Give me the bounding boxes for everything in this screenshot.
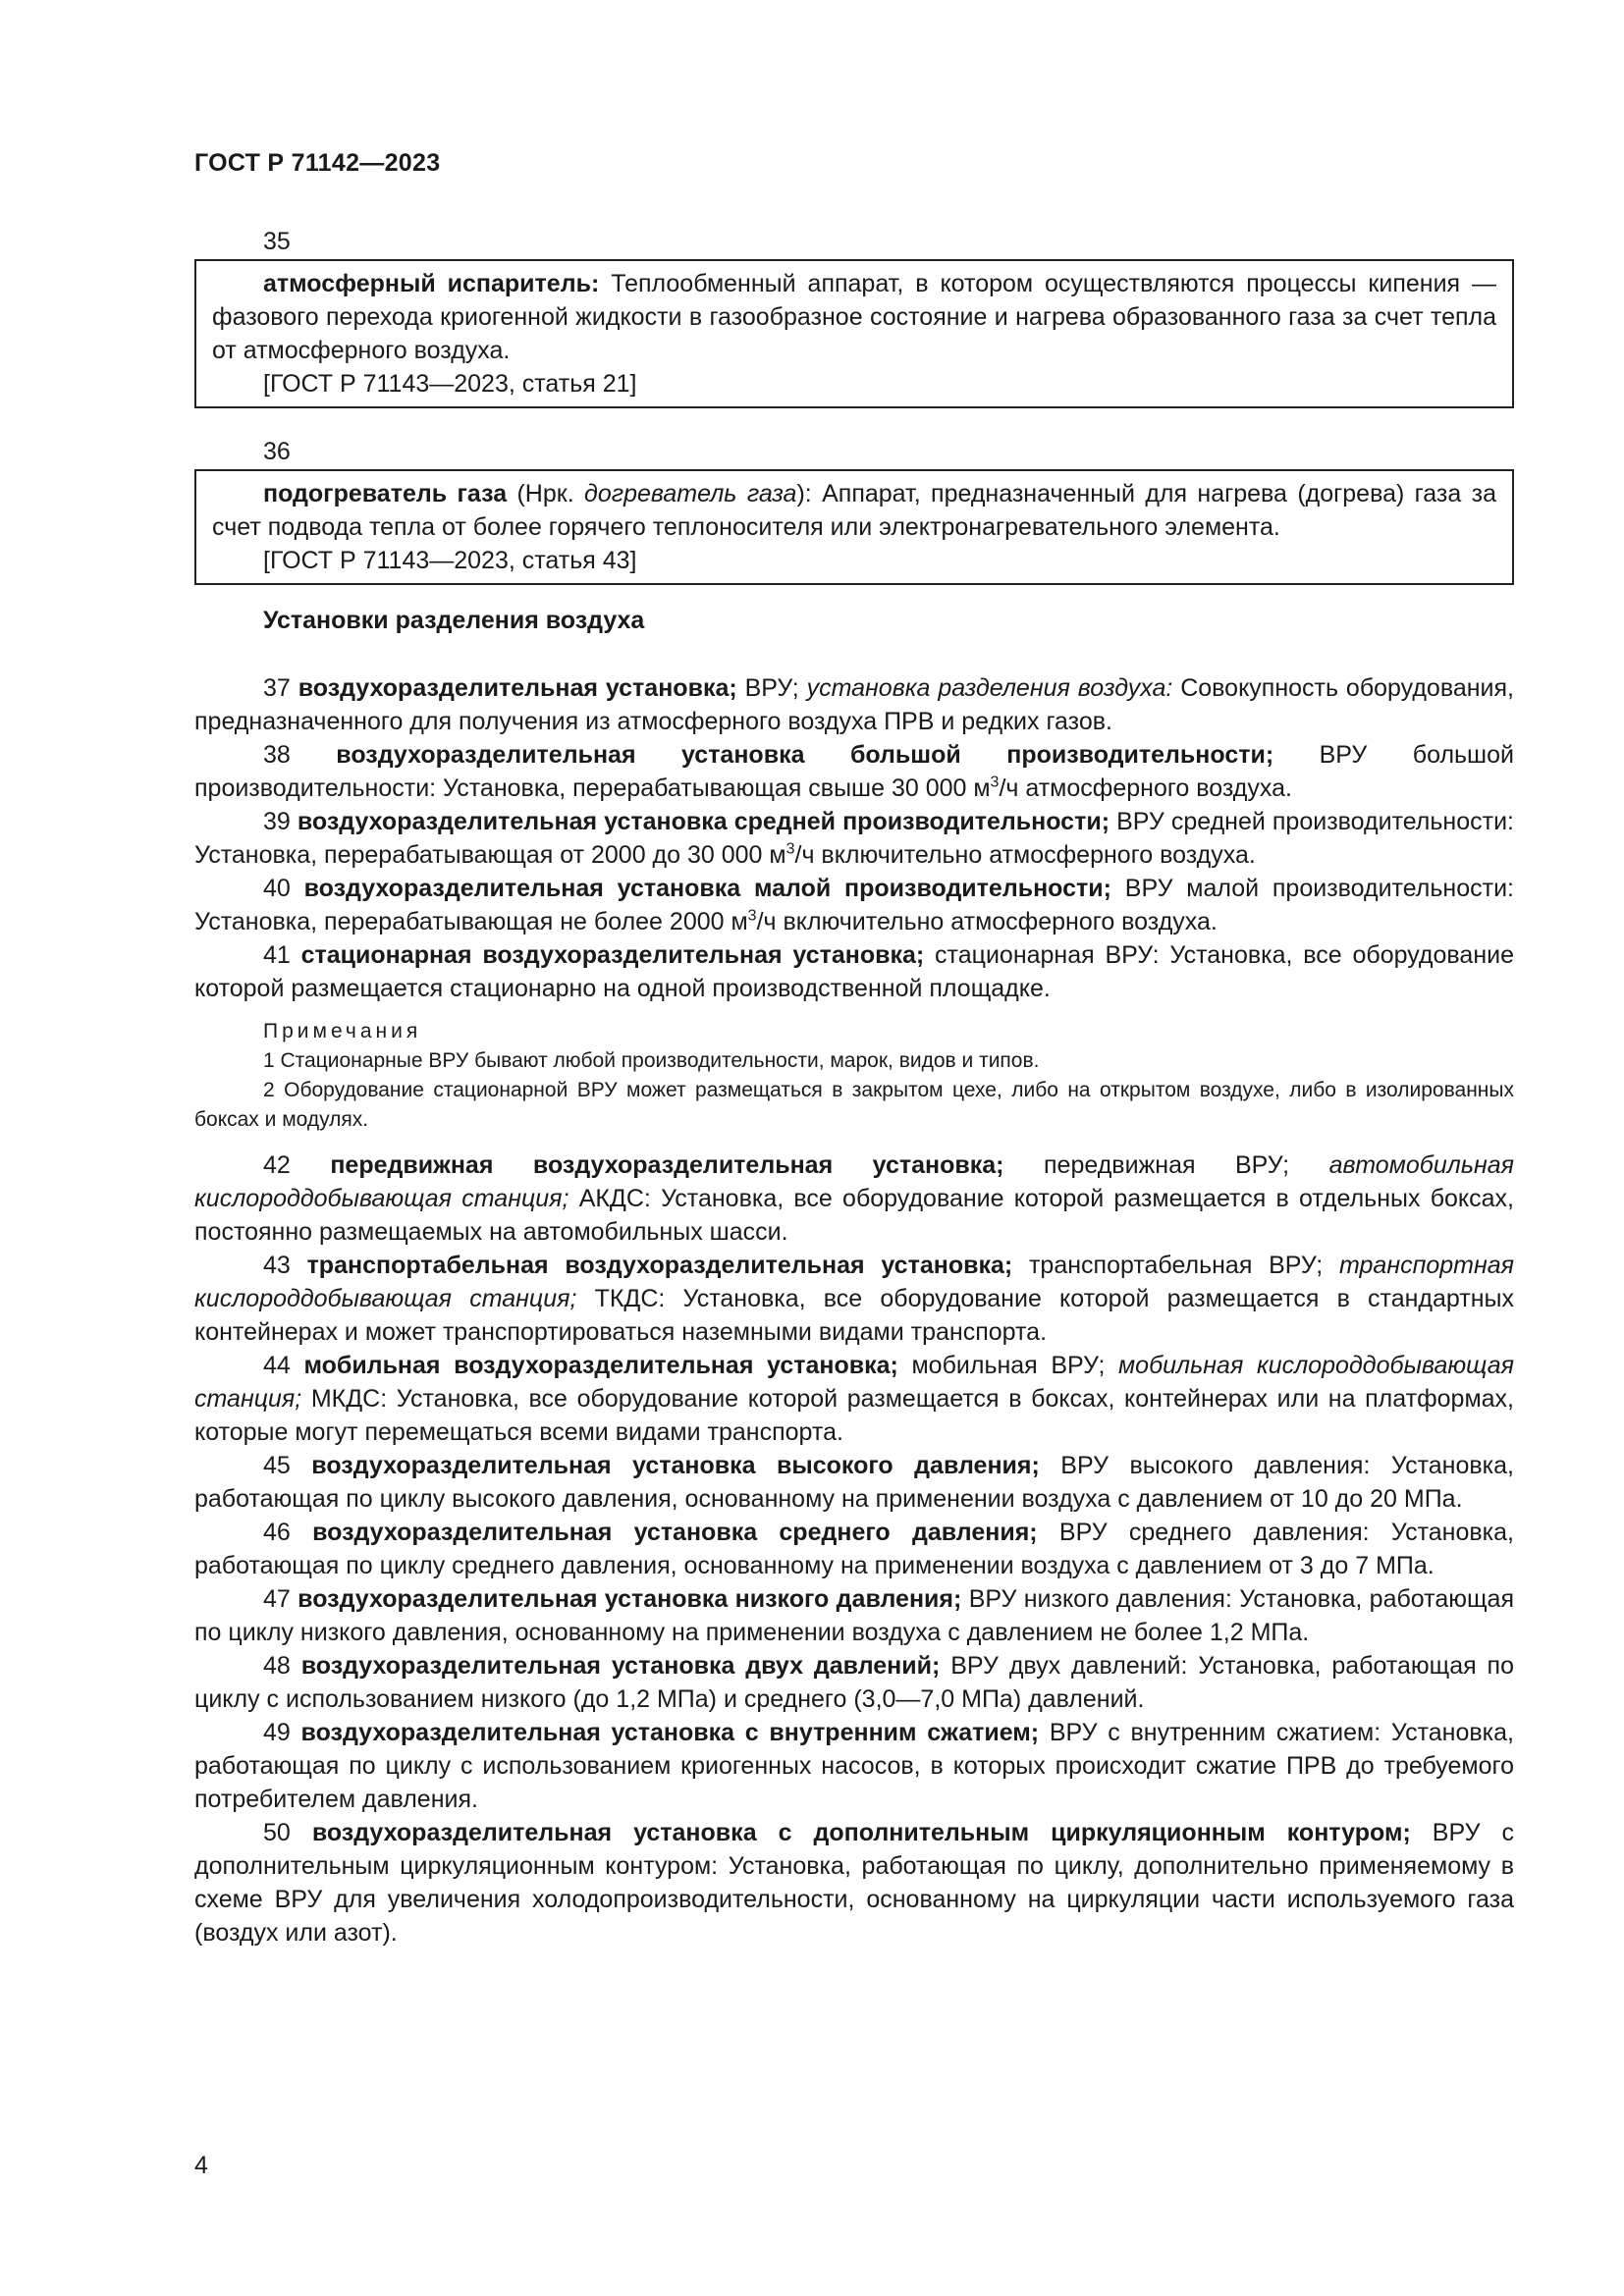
term-title: атмосферный испаритель: — [263, 270, 600, 297]
term-title: транспортабельная воздухоразделительная установка; — [306, 1252, 1013, 1279]
definition-text: ВРУ большой производительности: Установка, перерабатывающая свыше 30 000 м — [194, 741, 1514, 802]
term-title: подогреватель газа — [263, 480, 508, 507]
term-box-35 — [194, 259, 1514, 408]
term-43 — [194, 1249, 1514, 1349]
term-synonym: мобильная кислороддобывающая станция; — [194, 1352, 1514, 1413]
term-title: передвижная воздухоразделительная установка; — [330, 1151, 1004, 1179]
term-number: 37 — [263, 674, 298, 702]
definition-text: ВРУ с внутренним сжатием: Установка, работающая по циклу с использованием криогенных насосов, в которых происходит сжатие ПРВ до требуемого потребителем давления. — [194, 1719, 1514, 1813]
term-title: воздухоразделительная установка среднего давления; — [312, 1519, 1038, 1546]
definition-text: ВРУ низкого давления: Установка, работающая по циклу низкого давления, основанному на применении воздуха с давлением не более 1,2 МПа. — [194, 1585, 1514, 1646]
term-title: воздухоразделительная установка с дополнительным циркуляционным контуром; — [311, 1819, 1411, 1846]
notes-block — [194, 1017, 1514, 1135]
term-title: воздухоразделительная установка с внутренним сжатием; — [300, 1719, 1040, 1746]
term-46 — [194, 1516, 1514, 1582]
term-number-35: 35 — [263, 228, 291, 255]
definition-text: Совокупность оборудования, предназначенного для получения из атмосферного воздуха ПРВ и редких газов. — [194, 674, 1514, 735]
term-number: 43 — [263, 1252, 307, 1279]
term-title: воздухоразделительная установка; — [298, 674, 737, 702]
term-title: стационарная воздухоразделительная установка; — [300, 941, 925, 969]
term-45 — [194, 1449, 1514, 1516]
superscript: 3 — [990, 774, 1000, 791]
term-number: 40 — [263, 875, 304, 902]
definition-text: МКДС: Установка, все оборудование которой размещается в боксах, контейнерах или на платформах, которые могут перемещаться всеми видами транспорта. — [194, 1385, 1514, 1446]
note-2: 2 Оборудование стационарной ВРУ может размещаться в закрытом цехе, либо на открытом воздухе, либо в изолированных боксах и модулях. — [194, 1079, 1514, 1131]
term-38 — [194, 738, 1514, 805]
term-title: воздухоразделительная установка высокого давления; — [311, 1452, 1040, 1479]
term-49 — [194, 1716, 1514, 1816]
term-40 — [194, 872, 1514, 938]
term-number: 44 — [263, 1352, 304, 1379]
term-abbr: передвижная ВРУ; — [1003, 1151, 1329, 1179]
term-title: воздухоразделительная установка средней производительности; — [297, 808, 1110, 835]
document-header: ГОСТ Р 71142—2023 — [194, 149, 441, 177]
section-title: Установки разделения воздуха — [263, 607, 645, 634]
term-number: 46 — [263, 1519, 313, 1546]
definition-text: ВРУ малой производительности: Установка, перерабатывающая не более 2000 м — [194, 875, 1514, 935]
term-number: 45 — [263, 1452, 312, 1479]
term-definition-35 — [212, 267, 1496, 367]
notes-title: Примечания — [263, 1020, 422, 1042]
term-number: 49 — [263, 1719, 301, 1746]
term-41 — [194, 938, 1514, 1005]
term-number: 48 — [263, 1652, 301, 1680]
term-synonym: автомобильная кислороддобывающая станция; — [194, 1151, 1514, 1212]
term-number: 47 — [263, 1585, 298, 1613]
superscript: 3 — [747, 907, 757, 925]
term-title: воздухоразделительная установка двух давлений; — [300, 1652, 941, 1680]
term-50 — [194, 1816, 1514, 1949]
term-number-36: 36 — [263, 438, 291, 465]
term-number: 50 — [263, 1819, 312, 1846]
term-42 — [194, 1148, 1514, 1249]
term-source-35: [ГОСТ Р 71143—2023, статья 21] — [263, 370, 637, 398]
body-text — [194, 671, 1514, 1949]
term-synonym: транспортная кислороддобывающая станция; — [194, 1252, 1514, 1312]
term-37 — [194, 671, 1514, 738]
definition-text: /ч включительно атмосферного воздуха. — [794, 841, 1256, 869]
term-abbr: транспортабельная ВРУ; — [1012, 1252, 1339, 1279]
term-title: воздухоразделительная установка низкого давления; — [298, 1585, 962, 1613]
term-number: 41 — [263, 941, 301, 969]
definition-text: ВРУ двух давлений: Установка, работающая по циклу с использованием низкого (до 1,2 МПа) и среднего (3,0—7,0 МПа) давлений. — [194, 1652, 1514, 1713]
term-title: воздухоразделительная установка большой производительности; — [336, 741, 1274, 769]
definition-text: стационарная ВРУ: Установка, все оборудование которой размещается стационарно на одной производственной площадке. — [194, 941, 1514, 1002]
definition-text: Теплообменный аппарат, в котором осуществляются процессы кипения — фазового перехода криогенной жидкости в газообразное состояние и нагрева образованного газа за счет тепла от атмосферного воздуха. — [212, 270, 1497, 364]
term-synonym: установка разделения воздуха: — [806, 674, 1173, 702]
term-title: мобильная воздухоразделительная установка; — [303, 1352, 898, 1379]
term-abbr: мобильная ВРУ; — [897, 1352, 1119, 1379]
term-definition-36 — [212, 477, 1496, 544]
term-abbr: ВРУ; — [736, 674, 807, 702]
definition-text: ВРУ с дополнительным циркуляционным контуром: Установка, работающая по циклу, дополнительно применяемому в схеме ВРУ для увеличения холодопроизводительности, основанному на циркуляции части используемого газа (воздух или азот). — [194, 1819, 1514, 1947]
note-1: 1 Стационарные ВРУ бывают любой производительности, марок, видов и типов. — [263, 1049, 1040, 1072]
term-47 — [194, 1582, 1514, 1649]
deprecated-term: догреватель газа — [584, 480, 797, 507]
definition-text: АКДС: Установка, все оборудование которой размещается в отдельных боксах, постоянно размещаемых на автомобильных шасси. — [194, 1185, 1514, 1246]
definition-text: (Нрк. — [507, 480, 585, 507]
definition-text: /ч атмосферного воздуха. — [999, 774, 1292, 802]
term-number: 42 — [263, 1151, 331, 1179]
term-number: 38 — [263, 741, 337, 769]
definition-text: ТКДС: Установка, все оборудование которой размещается в стандартных контейнерах и может транспортироваться наземными видами транспорта. — [194, 1285, 1515, 1346]
definition-text: ВРУ высокого давления: Установка, работающая по циклу высокого давления, основанному на применении воздуха с давлением от 10 до 20 МПа. — [194, 1452, 1514, 1513]
term-44 — [194, 1349, 1514, 1449]
term-number: 39 — [263, 808, 298, 835]
definition-text: ВРУ средней производительности: Установка, перерабатывающая от 2000 до 30 000 м — [194, 808, 1514, 869]
definition-text: ВРУ среднего давления: Установка, работающая по циклу среднего давления, основанному на применении воздуха с давлением от 3 до 7 МПа. — [194, 1519, 1514, 1579]
term-48 — [194, 1649, 1514, 1716]
term-title: воздухоразделительная установка малой производительности; — [303, 875, 1111, 902]
definition-text: ): Аппарат, предназначенный для нагрева (догрева) газа за счет подвода тепла от более горячего теплоносителя или электронагревательного элемента. — [212, 480, 1496, 541]
superscript: 3 — [785, 840, 795, 858]
term-39 — [194, 805, 1514, 872]
term-source-36: [ГОСТ Р 71143—2023, статья 43] — [263, 547, 637, 574]
term-box-36 — [194, 469, 1514, 585]
page-number: 4 — [194, 2152, 208, 2179]
definition-text: /ч включительно атмосферного воздуха. — [756, 908, 1218, 935]
